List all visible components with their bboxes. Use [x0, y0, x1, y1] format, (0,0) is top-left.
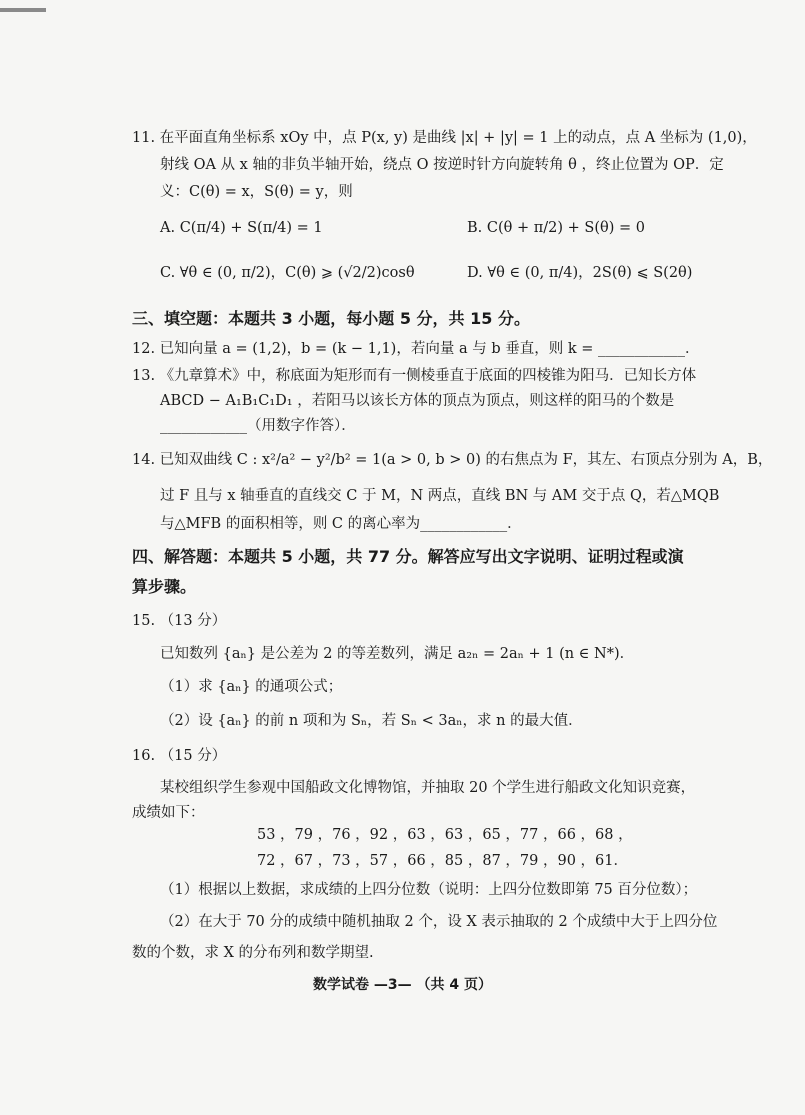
- q16-part-1: （1）根据以上数据，求成绩的上四分位数（说明：上四分位数即第 75 百分位数）；: [160, 882, 698, 898]
- section-3-heading: 三、填空题：本题共 3 小题，每小题 5 分，共 15 分。: [132, 309, 530, 328]
- scan-edge-mark: [0, 8, 46, 12]
- page-footer: 数学试卷 —3— （共 4 页）: [313, 977, 492, 993]
- q16-line-2: 成绩如下：: [132, 805, 205, 821]
- q11-line-2: 射线 OA 从 x 轴的非负半轴开始，绕点 O 按逆时针方向旋转角 θ ，终止位置为 OP．定: [160, 157, 724, 173]
- q14-line-2: 过 F 且与 x 轴垂直的直线交 C 于 M，N 两点，直线 BN 与 AM 交于点 Q，若△MQB: [160, 488, 720, 504]
- q11-option-d: D. ∀θ ∈ (0, π/4)，2S(θ) ⩽ S(2θ): [467, 265, 693, 281]
- q11-line-1: 11. 在平面直角坐标系 xOy 中，点 P(x, y) 是曲线 |x| + |y| = 1 上的动点，点 A 坐标为 (1,0)，: [132, 130, 757, 146]
- section-4-heading-line-2: 算步骤。: [132, 577, 197, 596]
- section-4-heading-line-1: 四、解答题：本题共 5 小题，共 77 分。解答应写出文字说明、证明过程或演: [132, 547, 684, 566]
- q11-option-b: B. C(θ + π/2) + S(θ) = 0: [467, 220, 645, 236]
- q15-line-1: 已知数列 {aₙ} 是公差为 2 的等差数列，满足 a₂ₙ = 2aₙ + 1 (n ∈ N*)．: [160, 646, 635, 662]
- q11-line-3: 义：C(θ) = x，S(θ) = y，则: [160, 184, 353, 200]
- q12-line: 12. 已知向量 a = (1,2)，b = (k − 1,1)，若向量 a 与 b 垂直，则 k = ____________．: [132, 341, 700, 357]
- q16-line-1: 某校组织学生参观中国船政文化博物馆，并抽取 20 个学生进行船政文化知识竞赛，: [160, 780, 696, 796]
- q15-part-1: （1）求 {aₙ} 的通项公式；: [160, 679, 343, 695]
- q11-option-c: C. ∀θ ∈ (0, π/2)，C(θ) ⩾ (√2/2)cosθ: [160, 265, 415, 281]
- q13-line-1: 13. 《九章算术》中，称底面为矩形而有一侧棱垂直于底面的四棱锥为阳马．已知长方体: [132, 368, 697, 384]
- q13-line-3: ____________（用数字作答）．: [160, 418, 356, 434]
- q13-line-2: ABCD − A₁B₁C₁D₁ ，若阳马以该长方体的顶点为顶点，则这样的阳马的个数是: [160, 393, 675, 409]
- q16-scores-row-2: 72 ，67 ，73 ，57 ，66 ，85 ，87 ，79 ，90 ，61．: [257, 853, 628, 869]
- q15-heading: 15. （13 分）: [132, 613, 227, 629]
- q14-line-3: 与△MFB 的面积相等，则 C 的离心率为____________．: [160, 516, 522, 532]
- q16-part-2-line-1: （2）在大于 70 分的成绩中随机抽取 2 个，设 X 表示抽取的 2 个成绩中大于上四分位: [160, 914, 718, 930]
- q11-option-a: A. C(π/4) + S(π/4) = 1: [160, 220, 323, 236]
- q15-part-2: （2）设 {aₙ} 的前 n 项和为 Sₙ，若 Sₙ < 3aₙ，求 n 的最大值．: [160, 713, 583, 729]
- q14-line-1: 14. 已知双曲线 C : x²/a² − y²/b² = 1(a > 0, b > 0) 的右焦点为 F，其左、右顶点分别为 A，B，: [132, 452, 773, 468]
- q16-part-2-line-2: 数的个数，求 X 的分布列和数学期望.: [132, 945, 374, 961]
- q16-scores-row-1: 53 ，79 ，76 ，92 ，63 ，63 ，65 ，77 ，66 ，68 ，: [257, 827, 633, 843]
- q16-heading: 16. （15 分）: [132, 748, 227, 764]
